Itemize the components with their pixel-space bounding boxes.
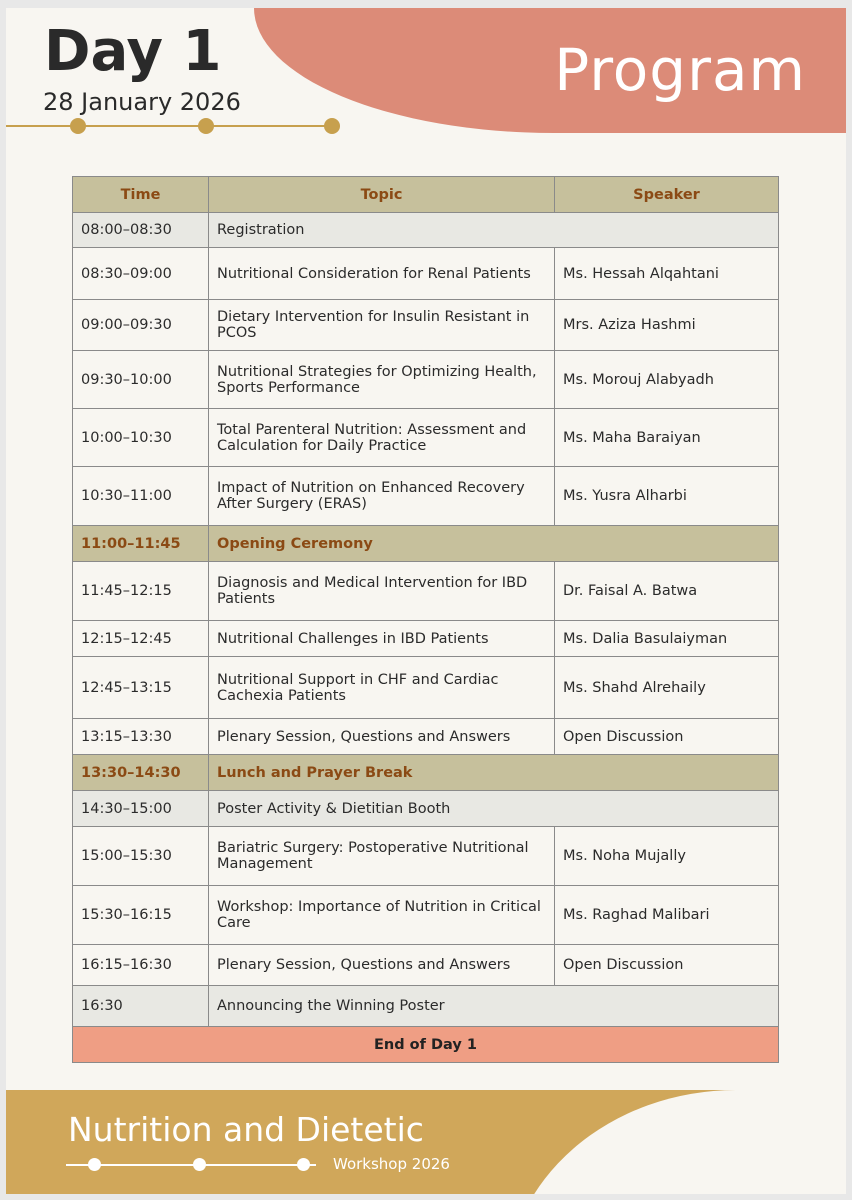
day-date: 28 January 2026 [43, 88, 241, 116]
table-row [73, 827, 779, 886]
session-topic: Nutritional Support in CHF and Cardiac Cachexia Patients [209, 657, 555, 719]
table-row [73, 467, 779, 526]
session-time: 12:15–12:45 [73, 621, 209, 657]
session-topic: Impact of Nutrition on Enhanced Recovery After Surgery (ERAS) [209, 467, 555, 526]
day-title: Day 1 [44, 19, 222, 84]
table-row [73, 300, 779, 351]
header-time: Time [73, 177, 209, 213]
session-topic: Lunch and Prayer Break [209, 755, 779, 791]
session-time: 13:30–14:30 [73, 755, 209, 791]
session-time: 16:30 [73, 986, 209, 1027]
end-of-day-label: End of Day 1 [73, 1027, 779, 1063]
divider-dot [297, 1158, 310, 1171]
table-row [73, 526, 779, 562]
session-topic: Diagnosis and Medical Intervention for IBD Patients [209, 562, 555, 621]
session-time: 10:30–11:00 [73, 467, 209, 526]
workshop-title: Nutrition and Dietetic [68, 1110, 424, 1149]
session-topic: Registration [209, 213, 779, 248]
session-topic: Dietary Intervention for Insulin Resistant in PCOS [209, 300, 555, 351]
program-page [6, 8, 846, 1194]
divider-dot [198, 118, 214, 134]
session-speaker: Ms. Maha Baraiyan [555, 409, 779, 467]
table-row [73, 248, 779, 300]
session-speaker: Ms. Shahd Alrehaily [555, 657, 779, 719]
session-topic: Workshop: Importance of Nutrition in Critical Care [209, 886, 555, 945]
table-row [73, 719, 779, 755]
session-topic: Total Parenteral Nutrition: Assessment and Calculation for Daily Practice [209, 409, 555, 467]
session-time: 13:15–13:30 [73, 719, 209, 755]
session-time: 09:30–10:00 [73, 351, 209, 409]
session-speaker: Ms. Raghad Malibari [555, 886, 779, 945]
session-time: 11:45–12:15 [73, 562, 209, 621]
session-speaker: Dr. Faisal A. Batwa [555, 562, 779, 621]
session-time: 09:00–09:30 [73, 300, 209, 351]
footer-divider [66, 1158, 346, 1172]
table-row [73, 351, 779, 409]
session-speaker: Ms. Yusra Alharbi [555, 467, 779, 526]
header-speaker: Speaker [555, 177, 779, 213]
table-row [73, 409, 779, 467]
table-row [73, 562, 779, 621]
session-topic: Announcing the Winning Poster [209, 986, 779, 1027]
session-time: 15:00–15:30 [73, 827, 209, 886]
session-time: 16:15–16:30 [73, 945, 209, 986]
divider-dot [70, 118, 86, 134]
session-time: 15:30–16:15 [73, 886, 209, 945]
session-speaker: Ms. Morouj Alabyadh [555, 351, 779, 409]
divider-dot [324, 118, 340, 134]
session-topic: Nutritional Strategies for Optimizing Health, Sports Performance [209, 351, 555, 409]
session-speaker: Open Discussion [555, 719, 779, 755]
session-time: 14:30–15:00 [73, 791, 209, 827]
table-row [73, 213, 779, 248]
program-title: Program [554, 36, 806, 104]
session-topic: Nutritional Challenges in IBD Patients [209, 621, 555, 657]
session-time: 08:00–08:30 [73, 213, 209, 248]
table-row [73, 621, 779, 657]
session-time: 08:30–09:00 [73, 248, 209, 300]
session-topic: Poster Activity & Dietitian Booth [209, 791, 779, 827]
table-row [73, 945, 779, 986]
session-topic: Opening Ceremony [209, 526, 779, 562]
session-time: 12:45–13:15 [73, 657, 209, 719]
session-speaker: Open Discussion [555, 945, 779, 986]
end-of-day-row [73, 1027, 779, 1063]
header-divider [6, 118, 346, 134]
session-speaker: Ms. Hessah Alqahtani [555, 248, 779, 300]
session-topic: Bariatric Surgery: Postoperative Nutritional Management [209, 827, 555, 886]
table-row [73, 657, 779, 719]
header-topic: Topic [209, 177, 555, 213]
schedule-table [72, 176, 779, 1063]
table-header-row [73, 177, 779, 213]
session-topic: Plenary Session, Questions and Answers [209, 945, 555, 986]
divider-dot [193, 1158, 206, 1171]
divider-dot [88, 1158, 101, 1171]
workshop-subtitle: Workshop 2026 [333, 1155, 450, 1173]
session-time: 11:00–11:45 [73, 526, 209, 562]
table-row [73, 755, 779, 791]
table-row [73, 886, 779, 945]
session-topic: Nutritional Consideration for Renal Patients [209, 248, 555, 300]
session-speaker: Ms. Dalia Basulaiyman [555, 621, 779, 657]
session-time: 10:00–10:30 [73, 409, 209, 467]
session-speaker: Mrs. Aziza Hashmi [555, 300, 779, 351]
table-row [73, 986, 779, 1027]
table-row [73, 791, 779, 827]
session-speaker: Ms. Noha Mujally [555, 827, 779, 886]
session-topic: Plenary Session, Questions and Answers [209, 719, 555, 755]
